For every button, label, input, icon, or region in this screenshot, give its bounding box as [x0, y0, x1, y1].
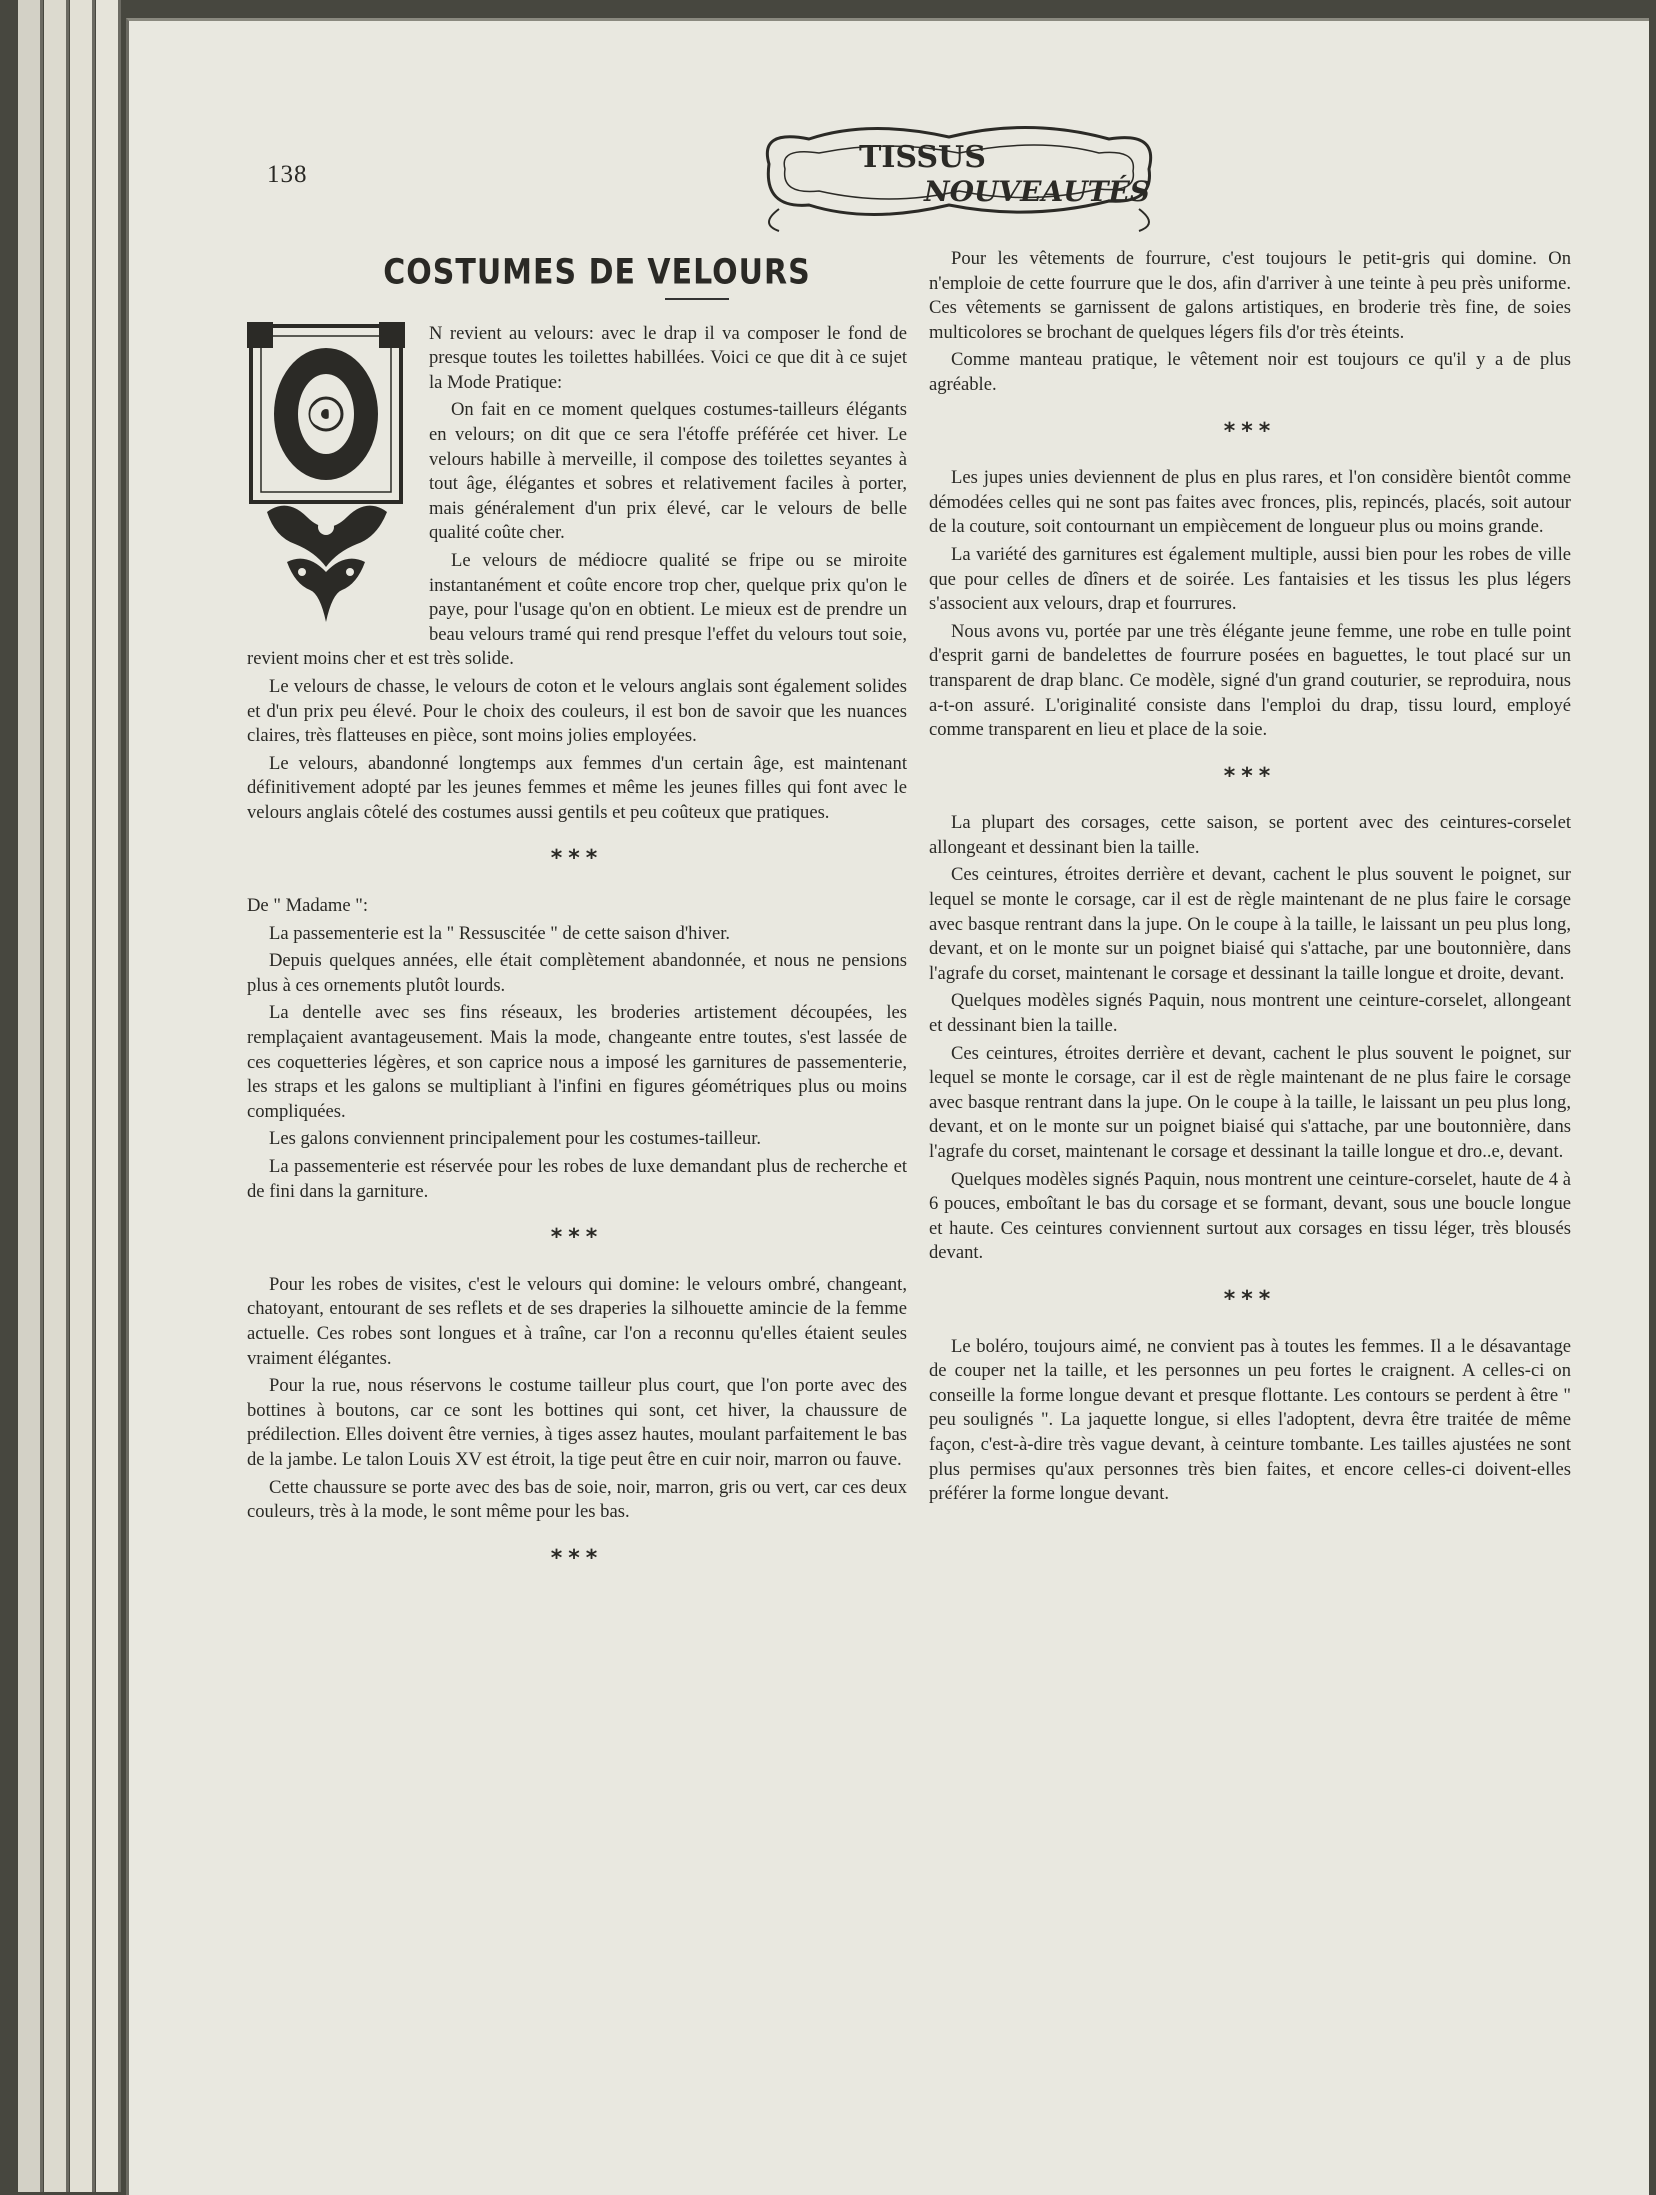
- paragraph: Ces ceintures, étroites derrière et devant, cachent le plus souvent le poignet, sur lequel se monte le corsage, car il est de règle maintenant de ne plus faire le corsage avec basque rentrant dans la jupe. On le coupe à la taille, le laissant un peu plus long, devant, et on le monte sur un poignet biaisé qui s'attache, par une boutonnière, dans l'agrafe du corset, maintenant le corsage et dessinant la taille longue et droite, devant.: [929, 864, 1571, 984]
- paragraph: Quelques modèles signés Paquin, nous montrent une ceinture-corselet, allongeant et dessinant bien la taille.: [929, 990, 1571, 1037]
- paragraph: La variété des garnitures est également multiple, aussi bien pour les robes de ville que pour celles de dîners et de soirée. Les fantaisies et les tissus les plus légers s'associent aux velours, drap et fourrures.: [929, 543, 1571, 615]
- page-edge: [70, 0, 95, 2192]
- paragraph: De " Madame ":: [247, 895, 369, 917]
- paragraph: Les galons conviennent principalement pour les costumes-tailleur.: [269, 1128, 762, 1150]
- paragraph: Les jupes unies deviennent de plus en plus rares, et l'on considère bientôt comme démodées celles qui ne sont pas faites avec fronces, plis, repincés, placés, soit autour de la couture, soit contournant un empiècement de longueur plus ou moins grande.: [929, 467, 1571, 538]
- paragraph: Pour la rue, nous réservons le costume tailleur plus court, que l'on porte avec des bottines à boutons, car ce sont les bottines qui sont, cet hiver, la chaussure de prédilection. Elles doivent être vernies, à tiges assez hautes, moulant parfaitement le bas de la jambe. Le talon Louis XV est étroit, la tige peut être en cuir noir, marron ou fauve.: [247, 1375, 907, 1470]
- paragraph: Le boléro, toujours aimé, ne convient pas à toutes les femmes. Il a le désavantage de couper net la taille, et les personnes un peu fortes le craignent. A celles-ci on conseille la forme longue devant et presque flottante. Les contours se perdent à être " peu soulignés ". La jaquette longue, si elles l'adoptent, devra être traitée de même façon, c'est-à-dire très vague devant, à ceinture tombante. Les tailles ajustées ne sont plus permises qu'aux personnes très bien faites, et encore celles-ci doivent-elles préférer la forme longue devant.: [929, 1335, 1571, 1505]
- title-rule: [665, 298, 729, 300]
- paragraph: Pour les vêtements de fourrure, c'est toujours le petit-gris qui domine. On n'emploie de cette fourrure que le dos, afin d'arriver à une teinte à peu près uniforme. Ces vêtements se garnissent de galons artistiques, en broderie très fine, de soies multicolores se brochant de quelques légers fils d'or très éteints.: [929, 248, 1571, 343]
- paragraph: La plupart des corsages, cette saison, se portent avec des ceintures-corselet allongeant et dessinant bien la taille.: [929, 812, 1571, 858]
- section-separator: ***: [1223, 418, 1277, 444]
- page-edge: [96, 0, 121, 2192]
- paragraph: Nous avons vu, portée par une très élégante jeune femme, une robe en tulle point d'esprit garni de bandelettes de fourrure posées en baguettes, le tout placé sur un transparent de drap blanc. Ce modèle, signé d'un grand couturier, se reproduira, nous a-t-on assuré. L'originalité consiste dans l'emploi du drap, tissu lourd, employé comme transparent en lieu et place de la soie.: [929, 620, 1571, 741]
- paragraph: Comme manteau pratique, le vêtement noir est toujours ce qu'il y a de plus agréable.: [929, 349, 1571, 395]
- masthead-line2: NOUVEAUTÉS: [924, 175, 1151, 208]
- paragraph: Le velours de médiocre qualité se fripe ou se miroite instantanément et coûte encore trop cher, quelque prix qu'on le paye, pour l'usage qu'on en obtient. Le mieux est de prendre un beau velours tramé qui rend presque l'effet du velours tout soie, revient moins cher et est très solide.: [247, 549, 907, 670]
- paragraph: Quelques modèles signés Paquin, nous montrent une ceinture-corselet, haute de 4 à 6 pouces, emboîtant le bas du corsage et se formant, devant, sous une boucle longue et haute. Ces ceintures conviennent surtout aux corsages en tissu léger, très blousés devant.: [929, 1168, 1571, 1264]
- page-edge: [44, 0, 69, 2192]
- article-title: COSTUMES DE VELOURS: [383, 252, 811, 293]
- right-column: [929, 247, 1571, 1510]
- paragraph: La passementerie est réservée pour les robes de luxe demandant plus de recherche et de fini dans la garniture.: [247, 1156, 907, 1202]
- section-separator: ***: [550, 846, 604, 872]
- magazine-page: [126, 18, 1649, 2195]
- paragraph: N revient au velours: avec le drap il va composer le fond de presque toutes les toilettes habillées. Voici ce que dit à ce sujet la Mode Pratique:: [429, 322, 907, 393]
- section-separator: ***: [1223, 1286, 1277, 1312]
- dropcap-letter: O: [309, 395, 337, 434]
- masthead-line1: TISSUS: [859, 140, 986, 175]
- paragraph: On fait en ce moment quelques costumes-tailleurs élégants en velours; on dit que ce sera l'étoffe préférée cet hiver. Le velours habille à merveille, il compose des toilettes seyantes à tout âge, élégantes et sobres et relativement faciles à porter, mais généralement d'un prix élevé, car le velours de belle qualité coûte cher.: [429, 399, 907, 544]
- paragraph: Depuis quelques années, elle était complètement abandonnée, et nous ne pensions plus à ces ornements plutôt lourds.: [247, 950, 907, 996]
- masthead-logo: [749, 109, 1169, 239]
- page-edge: [18, 0, 43, 2192]
- paragraph: Pour les robes de visites, c'est le velours qui domine: le velours ombré, changeant, chatoyant, entourant de ses reflets et de ses draperies la silhouette amincie de la femme actuelle. Ces robes sont longues et à traîne, car l'on a reconnu qu'elles étaient seules vraiment élégantes.: [247, 1273, 907, 1369]
- paragraph: La dentelle avec ses fins réseaux, les broderies artistement découpées, les remplaçaient avantageusement. Mais la mode, changeante entre toutes, s'est lassée de ces coquetteries légères, et son caprice nous a imposé les garnitures de passementerie, les straps et les galons se multipliant à l'infini en figures géométriques plus ou moins compliquées.: [247, 1002, 907, 1122]
- paragraph: Le velours, abandonné longtemps aux femmes d'un certain âge, est maintenant définitivement adopté par les jeunes femmes et même les jeunes filles qui font avec le velours anglais côtelé des costumes aussi gentils et peu coûteux que pratiques.: [247, 752, 907, 823]
- section-separator: ***: [550, 1225, 604, 1251]
- paragraph: Le velours de chasse, le velours de coton et le velours anglais sont également solides et d'un prix peu élevé. Pour le choix des couleurs, il est bon de savoir que les nuances claires, très flatteuses en pièce, sont moins jolies employées.: [247, 675, 907, 747]
- ornamental-dropcap-icon: [247, 322, 415, 638]
- paragraph: Ces ceintures, étroites derrière et devant, cachent le plus souvent le poignet, sur lequel se monte le corsage, car il est de règle maintenant de ne plus faire le corsage avec basque rentrant dans la jupe. On le coupe à la taille, le laissant un peu plus long, devant, et on le monte sur un poignet biaisé qui s'attache, par une boutonnière, dans l'agrafe du corset, maintenant le corsage et dessinant la taille longue et dro..e, devant.: [929, 1042, 1571, 1162]
- paragraph: La passementerie est la " Ressuscitée " de cette saison d'hiver.: [269, 922, 731, 944]
- page-number: 138: [267, 161, 308, 188]
- section-separator: ***: [550, 1545, 604, 1571]
- left-column: [247, 252, 907, 1593]
- paragraph: Cette chaussure se porte avec des bas de soie, noir, marron, gris ou vert, car ces deux couleurs, très à la mode, le sont même pour les bas.: [247, 1476, 907, 1523]
- section-separator: ***: [1223, 763, 1277, 789]
